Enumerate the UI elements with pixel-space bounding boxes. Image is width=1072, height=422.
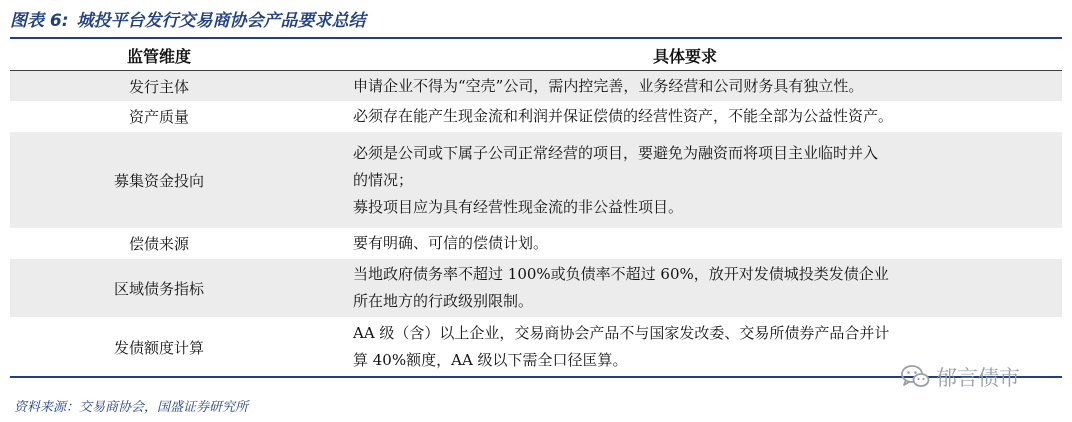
requirement-line: AA 级（含）以上企业，交易商协会产品不与国家发改委、交易所债券产品合并计 [353, 324, 890, 342]
dimension-cell: 资产质量 [10, 102, 308, 132]
requirement-cell [308, 71, 1062, 102]
requirement-line: 募投项目应为具有经营性现金流的非公益性项目。 [353, 197, 684, 216]
requirement-line: 算 40%额度，AA 级以下需全口径匡算。 [353, 351, 628, 369]
requirement-cell [308, 229, 1062, 259]
table-row [10, 259, 1062, 318]
title-divider [10, 37, 1062, 39]
wechat-icon [900, 364, 930, 390]
requirement-cell [308, 132, 1062, 229]
watermark [900, 363, 1020, 391]
dimension-cell: 发债额度计算 [10, 318, 308, 378]
dimension-cell: 发行主体 [10, 71, 308, 102]
table-row [10, 102, 1062, 132]
requirement-cell [308, 102, 1062, 132]
figure-title [10, 6, 366, 30]
requirements-table [10, 41, 1062, 378]
dimension-cell: 区域债务指标 [10, 259, 308, 318]
figure-number: 图表 6: [10, 11, 69, 31]
dimension-cell: 偿债来源 [10, 229, 308, 259]
table-header-row [10, 41, 1062, 71]
table-row [10, 229, 1062, 259]
requirement-line: 必须存在能产生现金流和利润并保证偿债的经营性资产，不能全部为公益性资产。 [353, 107, 894, 125]
watermark-text: 郁言债市 [936, 366, 1020, 390]
requirement-line: 的情况； [353, 170, 414, 189]
requirement-line: 所在地方的行政级别限制。 [353, 292, 534, 310]
table-row [10, 71, 1062, 102]
requirement-line: 要有明确、可信的偿债计划。 [353, 234, 549, 252]
header-dimension: 监管维度 [10, 41, 308, 71]
requirement-line: 必须是公司或下属子公司正常经营的项目，要避免为融资而将项目主业临时并入 [353, 143, 879, 162]
requirement-cell [308, 259, 1062, 318]
requirement-line: 当地政府债务率不超过 100%或负债率不超过 60%，放开对发债城投类发债企业 [353, 265, 889, 283]
header-requirement: 具体要求 [308, 41, 1062, 71]
figure-caption: 城投平台发行交易商协会产品要求总结 [76, 11, 366, 31]
table-row [10, 132, 1062, 229]
dimension-cell: 募集资金投向 [10, 132, 308, 229]
source-note: 资料来源：交易商协会，国盛证券研究所 [14, 400, 249, 415]
requirement-line: 申请企业不得为“空壳”公司，需内控完善，业务经营和公司财务具有独立性。 [353, 76, 864, 95]
